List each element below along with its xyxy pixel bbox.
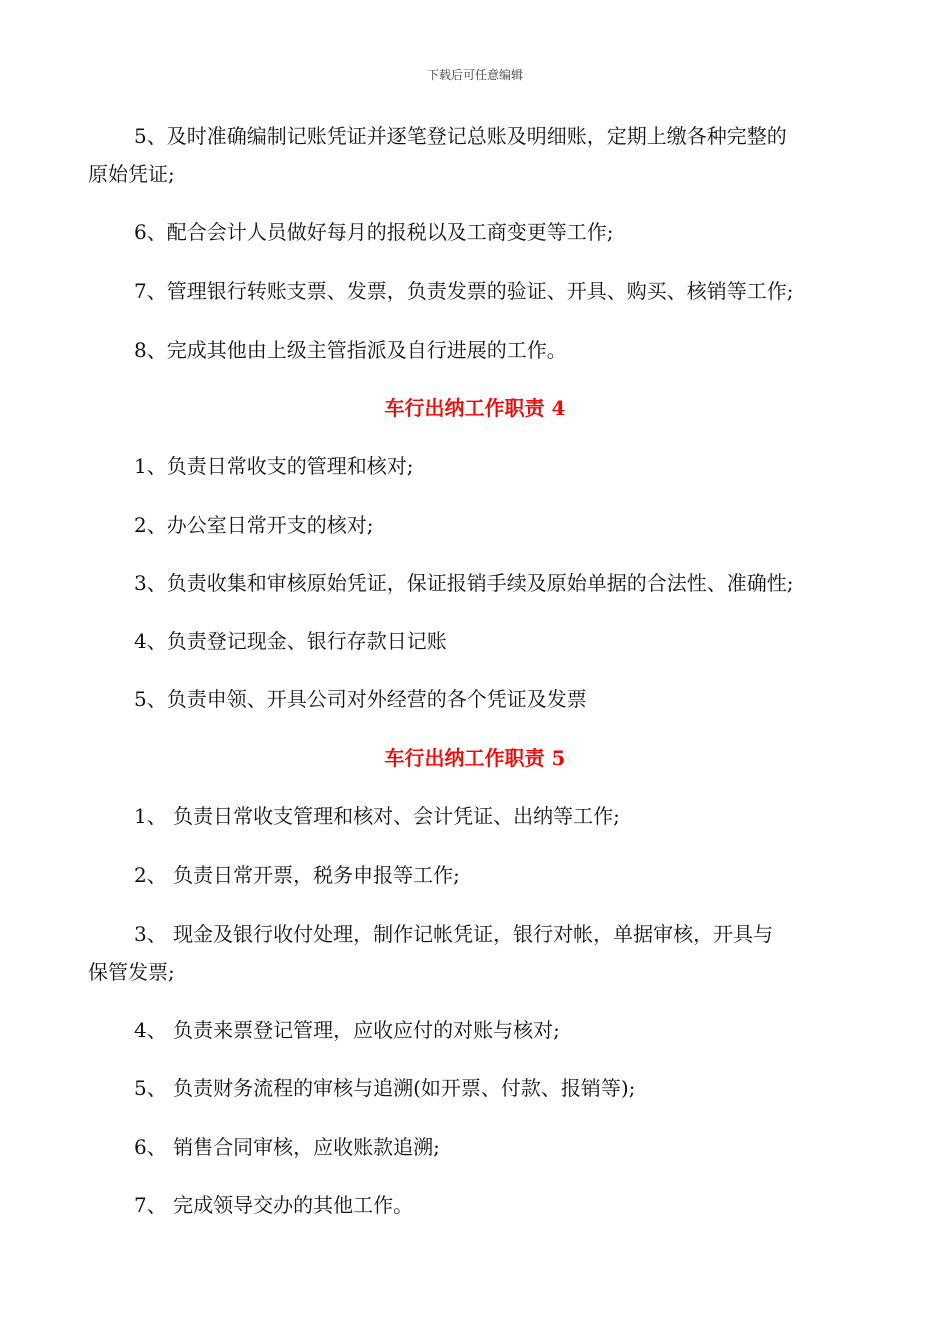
list-item: 6、配合会计人员做好每月的报税以及工商变更等工作; [134, 220, 614, 244]
list-item: 4、 负责来票登记管理，应收应付的对账与核对; [134, 1018, 560, 1042]
list-item: 3、 现金及银行收付处理，制作记帐凭证，银行对帐，单据审核，开具与 [134, 922, 774, 946]
list-item: 5、及时准确编制记账凭证并逐笔登记总账及明细账，定期上缴各种完整的 [134, 124, 787, 148]
list-item: 5、 负责财务流程的审核与追溯(如开票、付款、报销等); [134, 1076, 636, 1100]
section-title: 车行出纳工作职责 5 [384, 746, 566, 770]
list-item: 保管发票; [88, 960, 175, 984]
list-item: 4、负责登记现金、银行存款日记账 [134, 629, 447, 653]
list-item: 8、完成其他由上级主管指派及自行进展的工作。 [134, 338, 567, 362]
list-item: 6、 销售合同审核，应收账款追溯; [134, 1135, 440, 1159]
list-item: 1、负责日常收支的管理和核对; [134, 454, 414, 478]
list-item: 3、负责收集和审核原始凭证，保证报销手续及原始单据的合法性、准确性; [134, 571, 794, 595]
list-item: 2、 负责日常开票，税务申报等工作; [134, 863, 460, 887]
page-header: 下载后可任意编辑 [426, 68, 523, 82]
list-item: 7、管理银行转账支票、发票，负责发票的验证、开具、购买、核销等工作; [134, 279, 794, 303]
section-title: 车行出纳工作职责 4 [384, 396, 566, 420]
list-item: 5、负责申领、开具公司对外经营的各个凭证及发票 [134, 687, 587, 711]
list-item: 2、办公室日常开支的核对; [134, 513, 374, 537]
list-item: 7、 完成领导交办的其他工作。 [134, 1193, 414, 1217]
list-item: 1、 负责日常收支管理和核对、会计凭证、出纳等工作; [134, 804, 620, 828]
list-item: 原始凭证; [88, 162, 175, 186]
